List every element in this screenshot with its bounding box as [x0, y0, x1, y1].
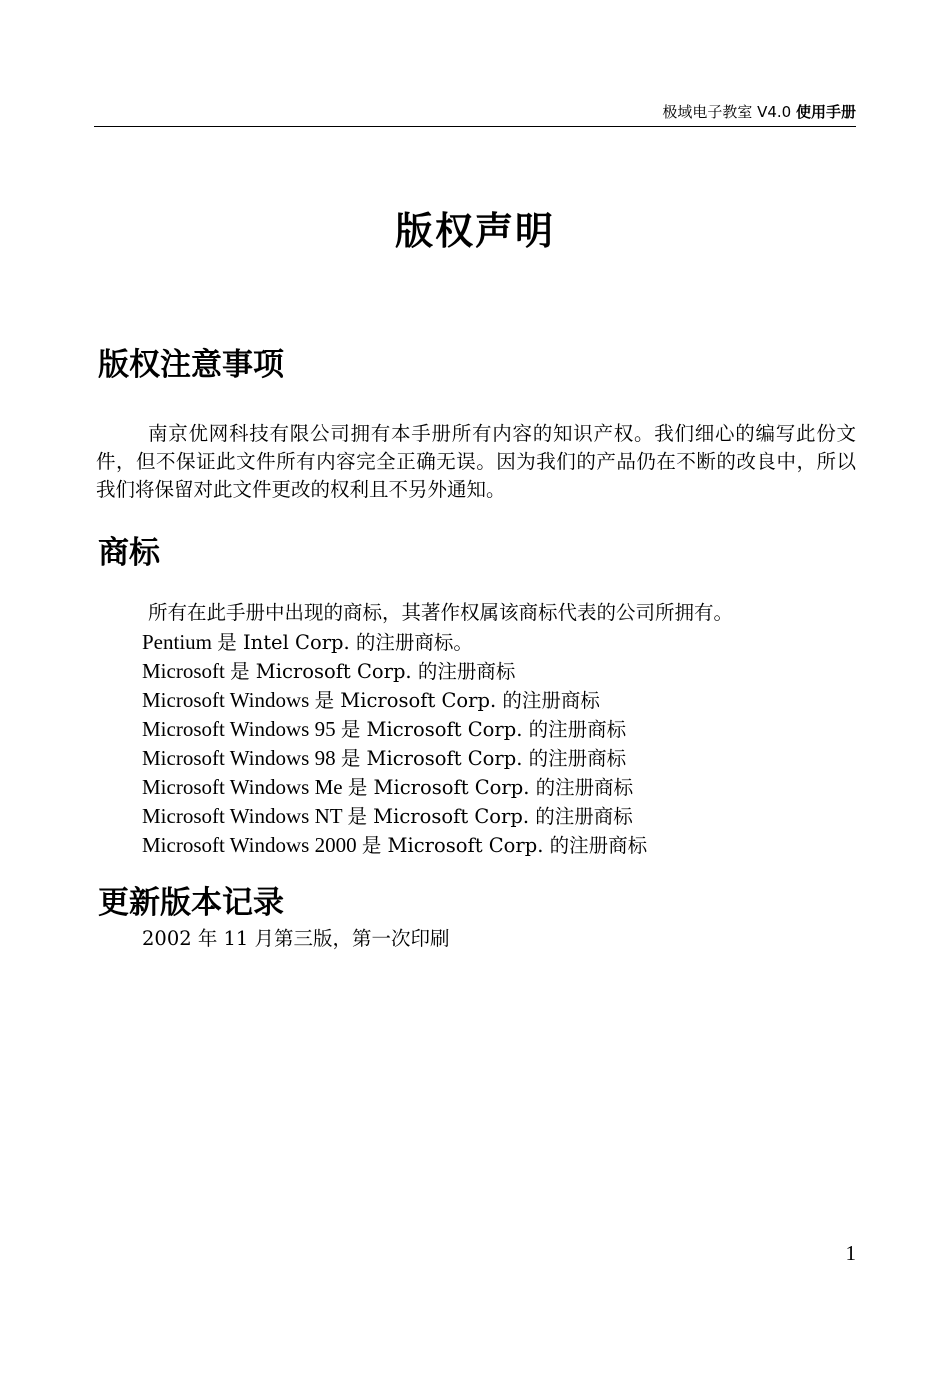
- trademark-name: Microsoft Windows 2000: [142, 833, 357, 857]
- trademark-section: [142, 598, 856, 860]
- revision-history-heading: 更新版本记录: [98, 885, 284, 921]
- header-manual-label: 使用手册: [795, 103, 856, 121]
- trademark-item: [142, 715, 856, 744]
- trademark-intro: 所有在此手册中出现的商标，其著作权属该商标代表的公司所拥有。: [148, 601, 734, 624]
- copyright-notice-heading: 版权注意事项: [98, 347, 284, 383]
- trademark-item: [142, 802, 856, 831]
- trademark-item: [142, 657, 856, 686]
- trademark-name: Microsoft Windows 98: [142, 746, 336, 770]
- trademark-name: Microsoft Windows NT: [142, 804, 343, 828]
- trademark-item: [142, 686, 856, 715]
- page-number: 1: [845, 1241, 856, 1265]
- page-header: [94, 102, 856, 127]
- trademark-owner: 是 Microsoft Corp. 的注册商标: [361, 834, 648, 857]
- trademark-owner: 是 Microsoft Corp. 的注册商标: [230, 660, 516, 683]
- document-title: 版权声明: [394, 209, 555, 253]
- trademark-owner: 是 Microsoft Corp. 的注册商标: [340, 747, 627, 770]
- trademark-item: [142, 831, 856, 860]
- revision-history-entry: 2002 年 11 月第三版，第一次印刷: [142, 927, 450, 950]
- header-product-name: 极域电子教室 V4.0: [662, 103, 792, 121]
- trademark-name: Microsoft Windows Me: [142, 775, 343, 799]
- trademark-owner: 是 Microsoft Corp. 的注册商标: [340, 718, 627, 741]
- trademark-list: [142, 628, 856, 860]
- trademark-owner: 是 Intel Corp. 的注册商标。: [217, 631, 473, 654]
- trademark-name: Pentium: [142, 630, 213, 654]
- trademark-heading: 商标: [98, 535, 160, 571]
- trademark-owner: 是 Microsoft Corp. 的注册商标: [314, 689, 600, 712]
- trademark-name: Microsoft: [142, 659, 225, 683]
- trademark-item: [142, 773, 856, 802]
- trademark-item: [142, 628, 856, 657]
- trademark-name: Microsoft Windows 95: [142, 717, 336, 741]
- trademark-owner: 是 Microsoft Corp. 的注册商标: [347, 805, 633, 828]
- trademark-name: Microsoft Windows: [142, 688, 310, 712]
- copyright-notice-paragraph: 南京优网科技有限公司拥有本手册所有内容的知识产权。我们细心的编写此份文件，但不保证此文件所有内容完全正确无误。因为我们的产品仍在不断的改良中，所以我们将保留对此文件更改的权利且不另外通知。: [96, 422, 856, 501]
- trademark-owner: 是 Microsoft Corp. 的注册商标: [347, 776, 634, 799]
- trademark-item: [142, 744, 856, 773]
